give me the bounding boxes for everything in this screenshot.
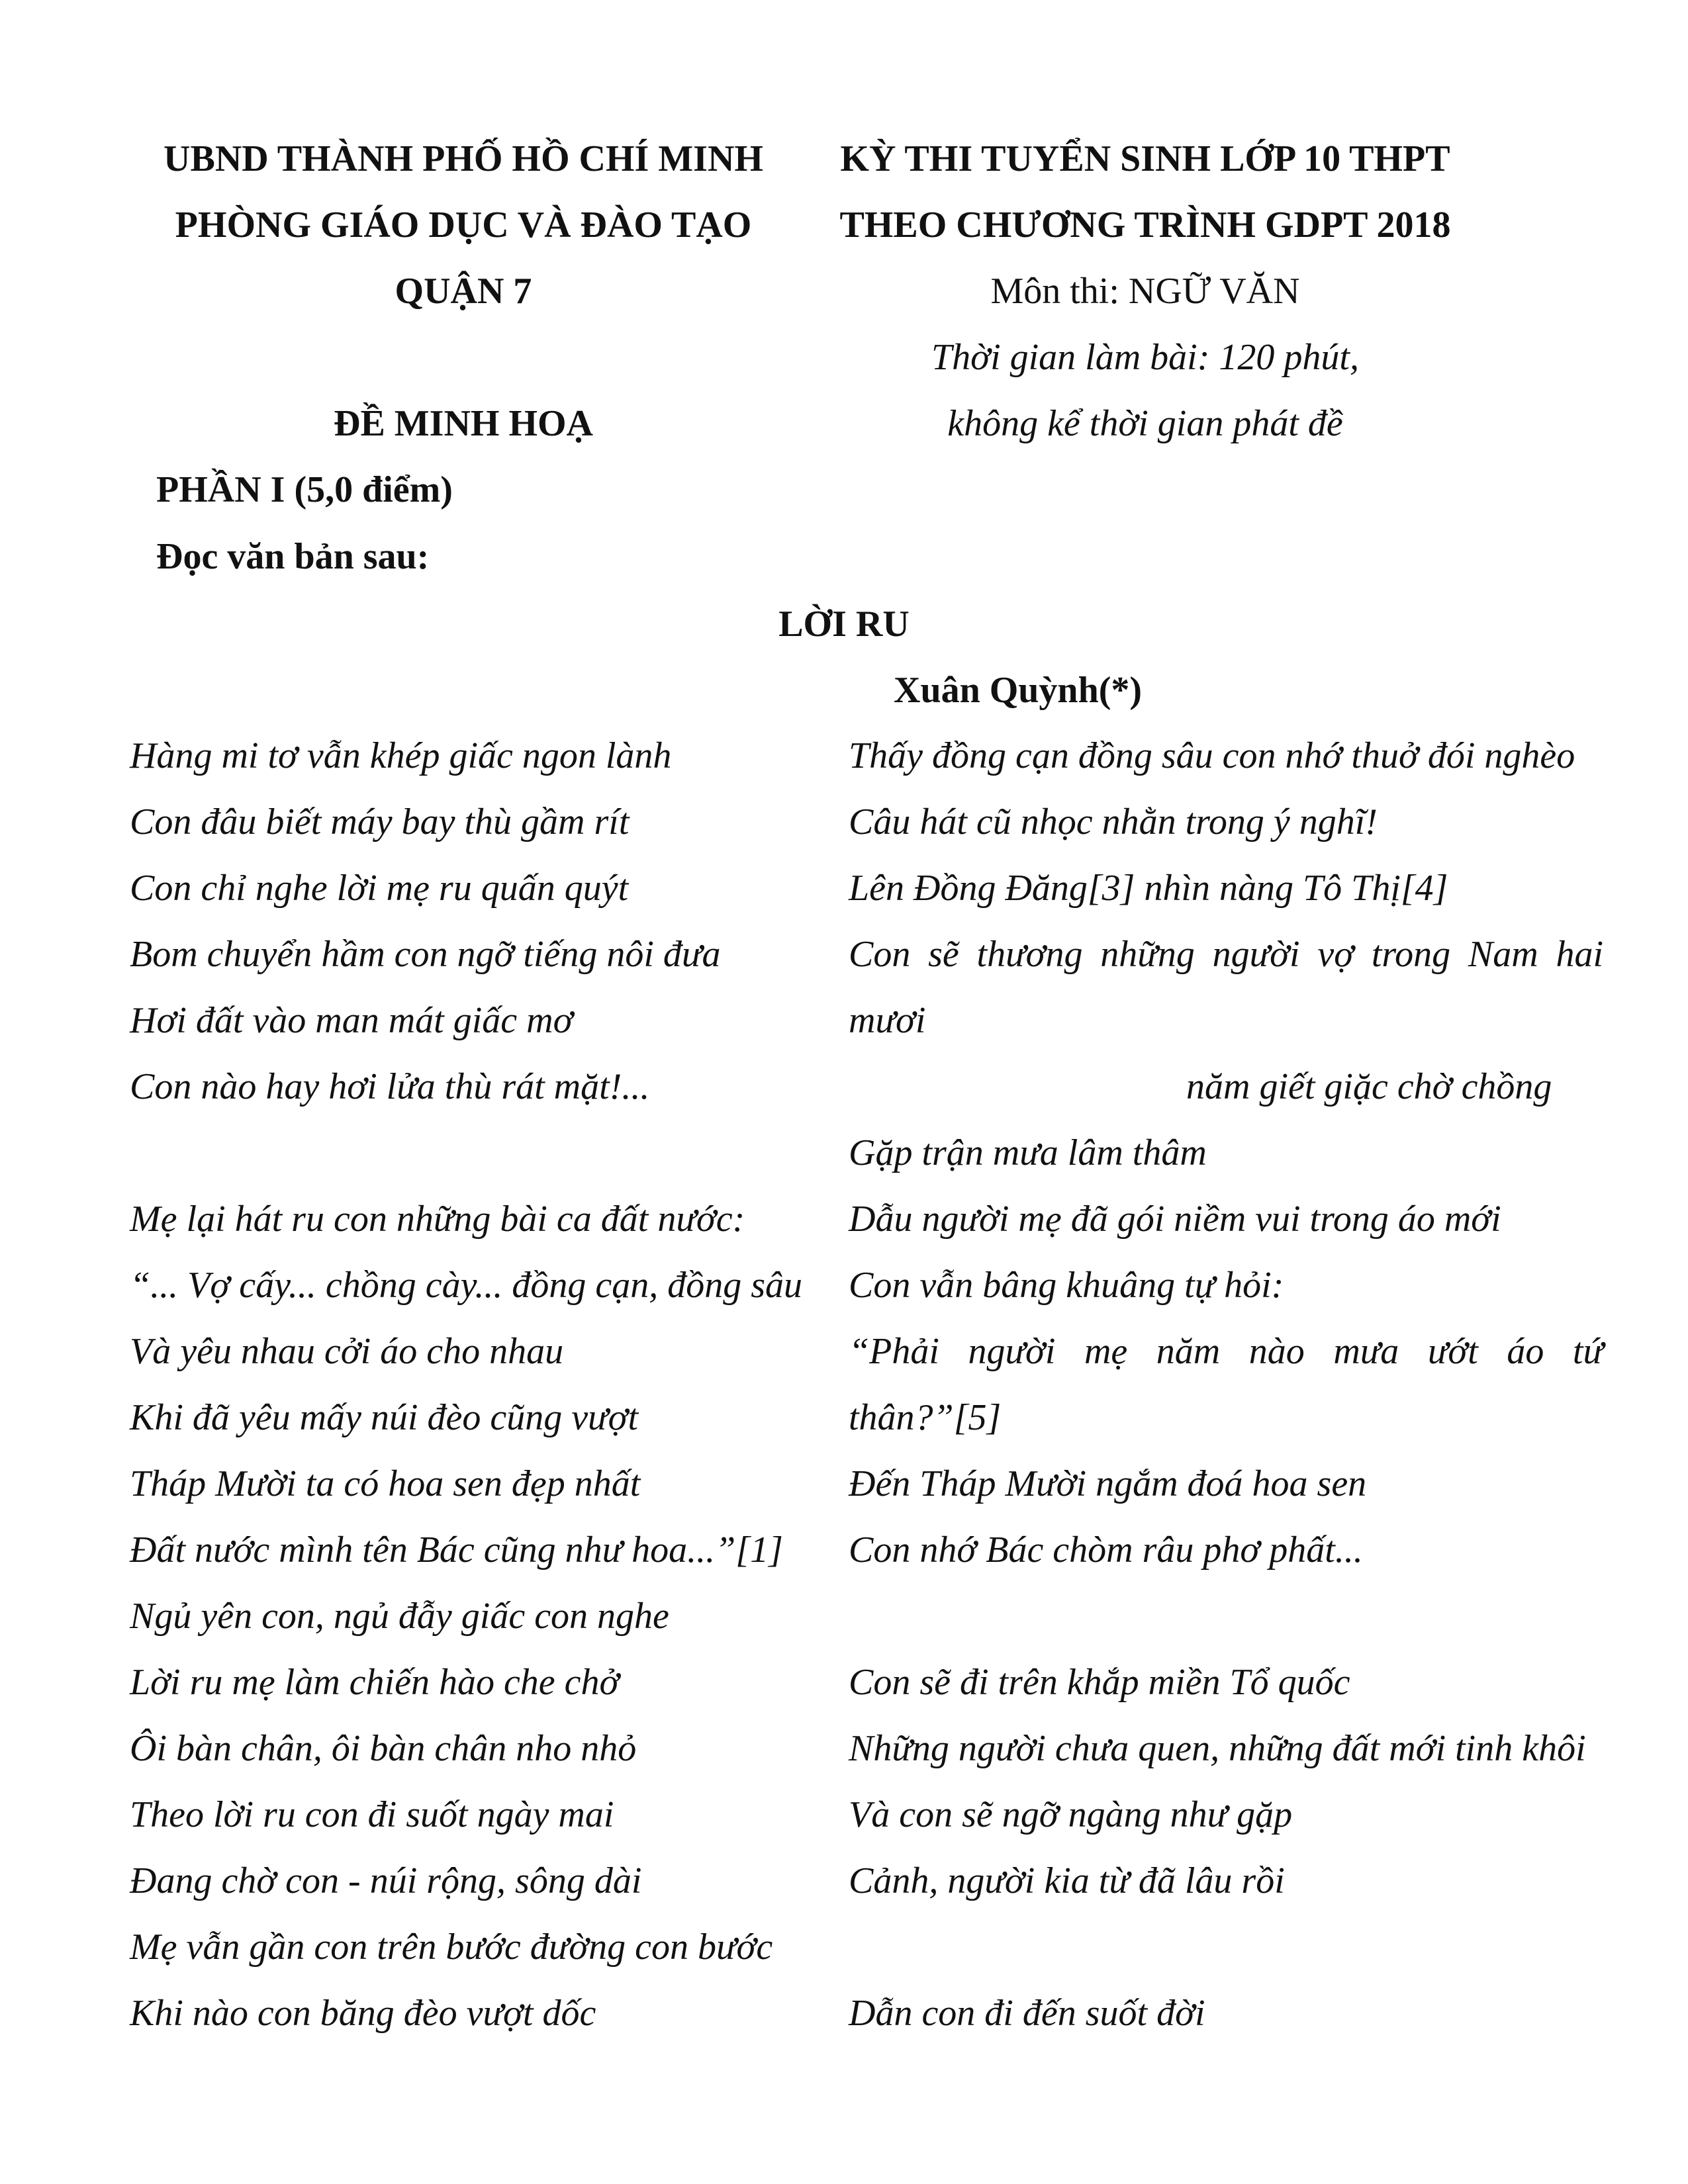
- poem-line: Con nhớ Bác chòm râu phơ phất...: [849, 1529, 1363, 1570]
- poem-line: Lên Đồng Đăng[3] nhìn nàng Tô Thị[4]: [849, 868, 1448, 909]
- poem-line: “Phải người mẹ năm nào mưa ướt áo tứ: [849, 1331, 1603, 1372]
- poem-line: Hàng mi tơ vẫn khép giấc ngon lành: [130, 735, 672, 776]
- poem-line: Gặp trận mưa lâm thâm: [849, 1132, 1207, 1173]
- poem-line: Ngủ yên con, ngủ đẫy giấc con nghe: [130, 1596, 669, 1637]
- poem-line: Hơi đất vào man mát giấc mơ: [130, 1000, 573, 1041]
- poem-line: Khi nào con băng đèo vượt dốc: [130, 1993, 596, 2034]
- poem-line: thân?”[5]: [849, 1397, 1002, 1438]
- poem-line: Con đâu biết máy bay thù gầm rít: [130, 801, 630, 842]
- poem-author: Xuân Quỳnh(*): [894, 670, 1143, 711]
- poem-line: “... Vợ cấy... chồng cày... đồng cạn, đồng sâu: [130, 1265, 802, 1306]
- poem-blank-line: [849, 1583, 1603, 1649]
- header-right: [814, 126, 1476, 457]
- poem-line: Và yêu nhau cởi áo cho nhau: [130, 1331, 564, 1372]
- poem-line: Và con sẽ ngỡ ngàng như gặp: [849, 1794, 1293, 1835]
- poem-blank-line: [849, 1914, 1603, 1980]
- poem-line: Những người chưa quen, những đất mới tinh khôi: [849, 1728, 1586, 1769]
- header-left-line: PHÒNG GIÁO DỤC VÀ ĐÀO TẠO: [175, 205, 752, 246]
- poem-line: Khi đã yêu mấy núi đèo cũng vượt: [130, 1397, 639, 1438]
- poem-line: Cảnh, người kia từ đã lâu rồi: [849, 1860, 1285, 1901]
- header-left-line: UBND THÀNH PHỐ HỒ CHÍ MINH: [164, 138, 763, 179]
- poem-line: Theo lời ru con đi suốt ngày mai: [130, 1794, 614, 1835]
- instruction: Đọc văn bản sau:: [156, 536, 430, 577]
- header-left: [132, 126, 794, 324]
- poem-left-column: [130, 723, 845, 2046]
- poem-line: Mẹ vẫn gần con trên bước đường con bước: [130, 1927, 773, 1968]
- exam-time: Thời gian làm bài: 120 phút,: [931, 337, 1359, 378]
- exam-title-line: KỲ THI TUYỂN SINH LỚP 10 THPT: [840, 138, 1450, 179]
- exam-type: ĐỀ MINH HOẠ: [334, 403, 593, 444]
- poem-line: Con nào hay hơi lửa thù rát mặt!...: [130, 1066, 650, 1107]
- exam-title-line: THEO CHƯƠNG TRÌNH GDPT 2018: [839, 205, 1451, 246]
- poem-line: Đang chờ con - núi rộng, sông dài: [130, 1860, 642, 1901]
- poem-line: Con sẽ thương những người vợ trong Nam hai: [849, 934, 1603, 975]
- poem-line: Câu hát cũ nhọc nhằn trong ý nghĩ!: [849, 801, 1378, 842]
- poem-title: LỜI RU: [778, 604, 910, 645]
- poem-line: Tháp Mười ta có hoa sen đẹp nhất: [130, 1463, 641, 1504]
- poem-line: mươi: [849, 1000, 926, 1041]
- poem-line: Mẹ lại hát ru con những bài ca đất nước:: [130, 1199, 745, 1240]
- poem-line: Con chỉ nghe lời mẹ ru quấn quýt: [130, 868, 629, 909]
- exam-time-note: không kể thời gian phát đề: [947, 403, 1343, 444]
- poem-blank-line: [130, 1120, 845, 1186]
- exam-subject: Môn thi: NGỮ VĂN: [990, 271, 1300, 312]
- poem-line: Thấy đồng cạn đồng sâu con nhớ thuở đói nghèo: [849, 735, 1575, 776]
- poem-line: Đất nước mình tên Bác cũng như hoa...”[1]: [130, 1529, 783, 1570]
- poem-line: Bom chuyển hầm con ngỡ tiếng nôi đưa: [130, 934, 721, 975]
- section-title: PHẦN I (5,0 điểm): [156, 469, 453, 510]
- poem-line: Ôi bàn chân, ôi bàn chân nho nhỏ: [130, 1728, 637, 1769]
- poem-line: Con sẽ đi trên khắp miền Tổ quốc: [849, 1662, 1350, 1703]
- poem-line: Con vẫn bâng khuâng tự hỏi:: [849, 1265, 1284, 1306]
- poem-line: Dẫn con đi đến suốt đời: [849, 1993, 1205, 2034]
- poem-line: năm giết giặc chờ chồng: [1186, 1066, 1552, 1107]
- poem-line: Lời ru mẹ làm chiến hào che chở: [130, 1662, 620, 1703]
- poem-line: Đến Tháp Mười ngắm đoá hoa sen: [849, 1463, 1367, 1504]
- header-left-line: QUẬN 7: [395, 271, 532, 312]
- poem-line: Dẫu người mẹ đã gói niềm vui trong áo mới: [849, 1199, 1501, 1240]
- poem-right-column: [849, 723, 1603, 2046]
